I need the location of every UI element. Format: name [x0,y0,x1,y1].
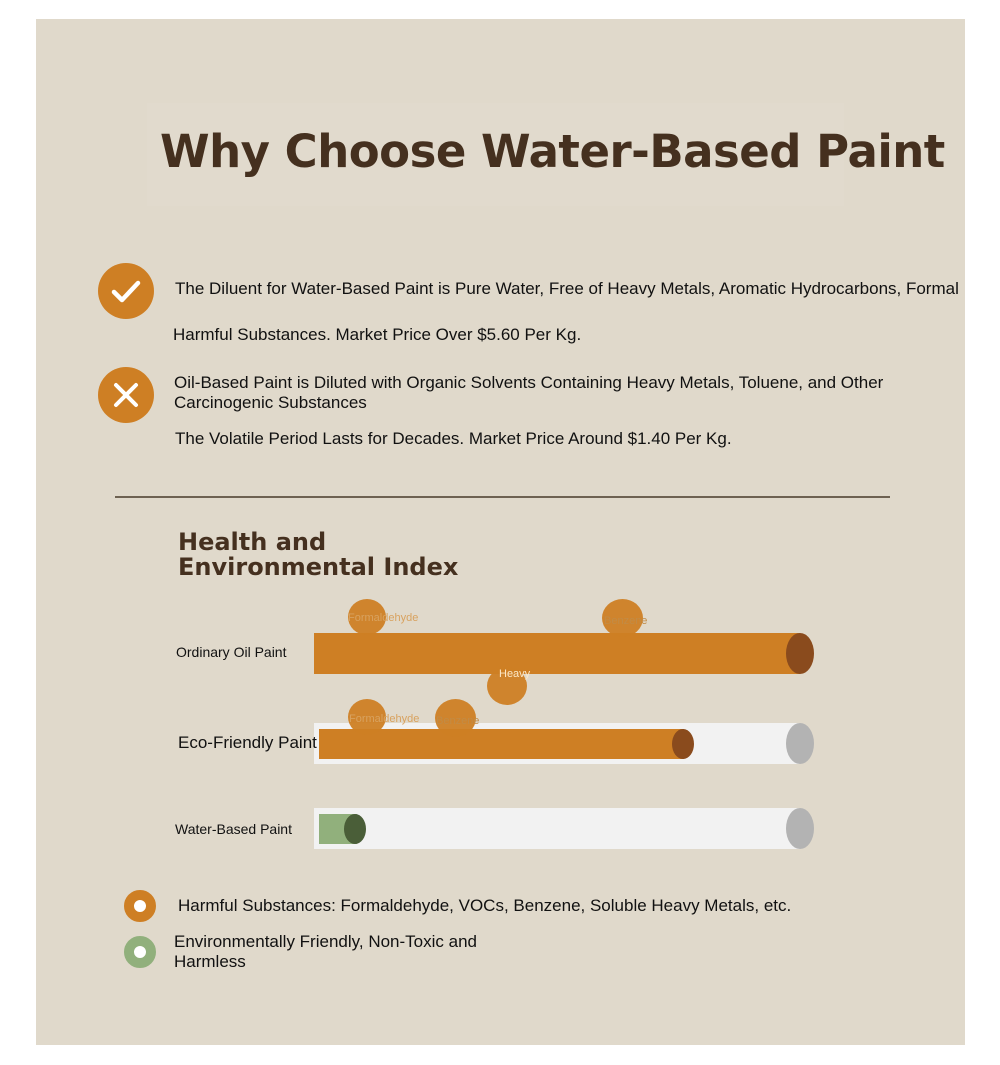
section-heading-line-2: Environmental Index [178,553,459,581]
x-icon [98,367,154,423]
bar-eco-paint-cap [672,729,694,759]
bubble-label-formaldehyde-1: Formaldehyde [348,612,419,624]
legend-harmful-dot [124,890,156,922]
section-heading-line-1: Health and [178,528,327,556]
row-label-oil-paint: Ordinary Oil Paint [176,644,287,660]
legend-harmful-text: Harmful Substances: Formaldehyde, VOCs, Benzene, Soluble Heavy Metals, etc. [178,896,792,915]
bubble-label-heavy-metals: Heavy [499,668,531,680]
track-water-paint [314,808,800,849]
statement-1-line-1: The Diluent for Water-Based Paint is Pure Water, Free of Heavy Metals, Aromatic Hydrocarbons, Formal [175,279,959,298]
page-title: Why Choose Water-Based Paint [160,125,945,178]
legend-eco-text-line-1: Environmentally Friendly, Non-Toxic and [174,932,477,951]
check-icon-glyph [110,275,142,307]
section-heading [178,530,498,580]
bar-water-paint-cap [344,814,366,844]
legend-eco-text-line-2: Harmless [174,952,246,971]
bubble-label-benzene-1: Benzene [604,615,648,627]
bubble-label-benzene-2: Benzene [436,715,480,727]
bar-oil-paint [314,633,800,674]
row-label-eco-paint: Eco-Friendly Paint [178,733,317,752]
statement-2-line-1: Oil-Based Paint is Diluted with Organic Solvents Containing Heavy Metals, Toluene, and Other [174,373,884,392]
statement-2-line-2: The Volatile Period Lasts for Decades. Market Price Around $1.40 Per Kg. [175,429,732,448]
bubble-label-formaldehyde-2: Formaldehyde [349,713,420,725]
statement-2-line-1b: Carcinogenic Substances [174,393,367,412]
check-icon [98,263,154,319]
x-icon-glyph [111,380,141,410]
row-label-water-paint: Water-Based Paint [175,821,292,837]
legend-eco-dot [124,936,156,968]
track-water-paint-cap [786,808,814,849]
statement-1-line-2: Harmful Substances. Market Price Over $5.60 Per Kg. [173,325,582,344]
track-eco-paint-cap [786,723,814,764]
section-divider [115,496,890,498]
legend-eco-text [174,932,514,972]
bar-oil-paint-cap [786,633,814,674]
